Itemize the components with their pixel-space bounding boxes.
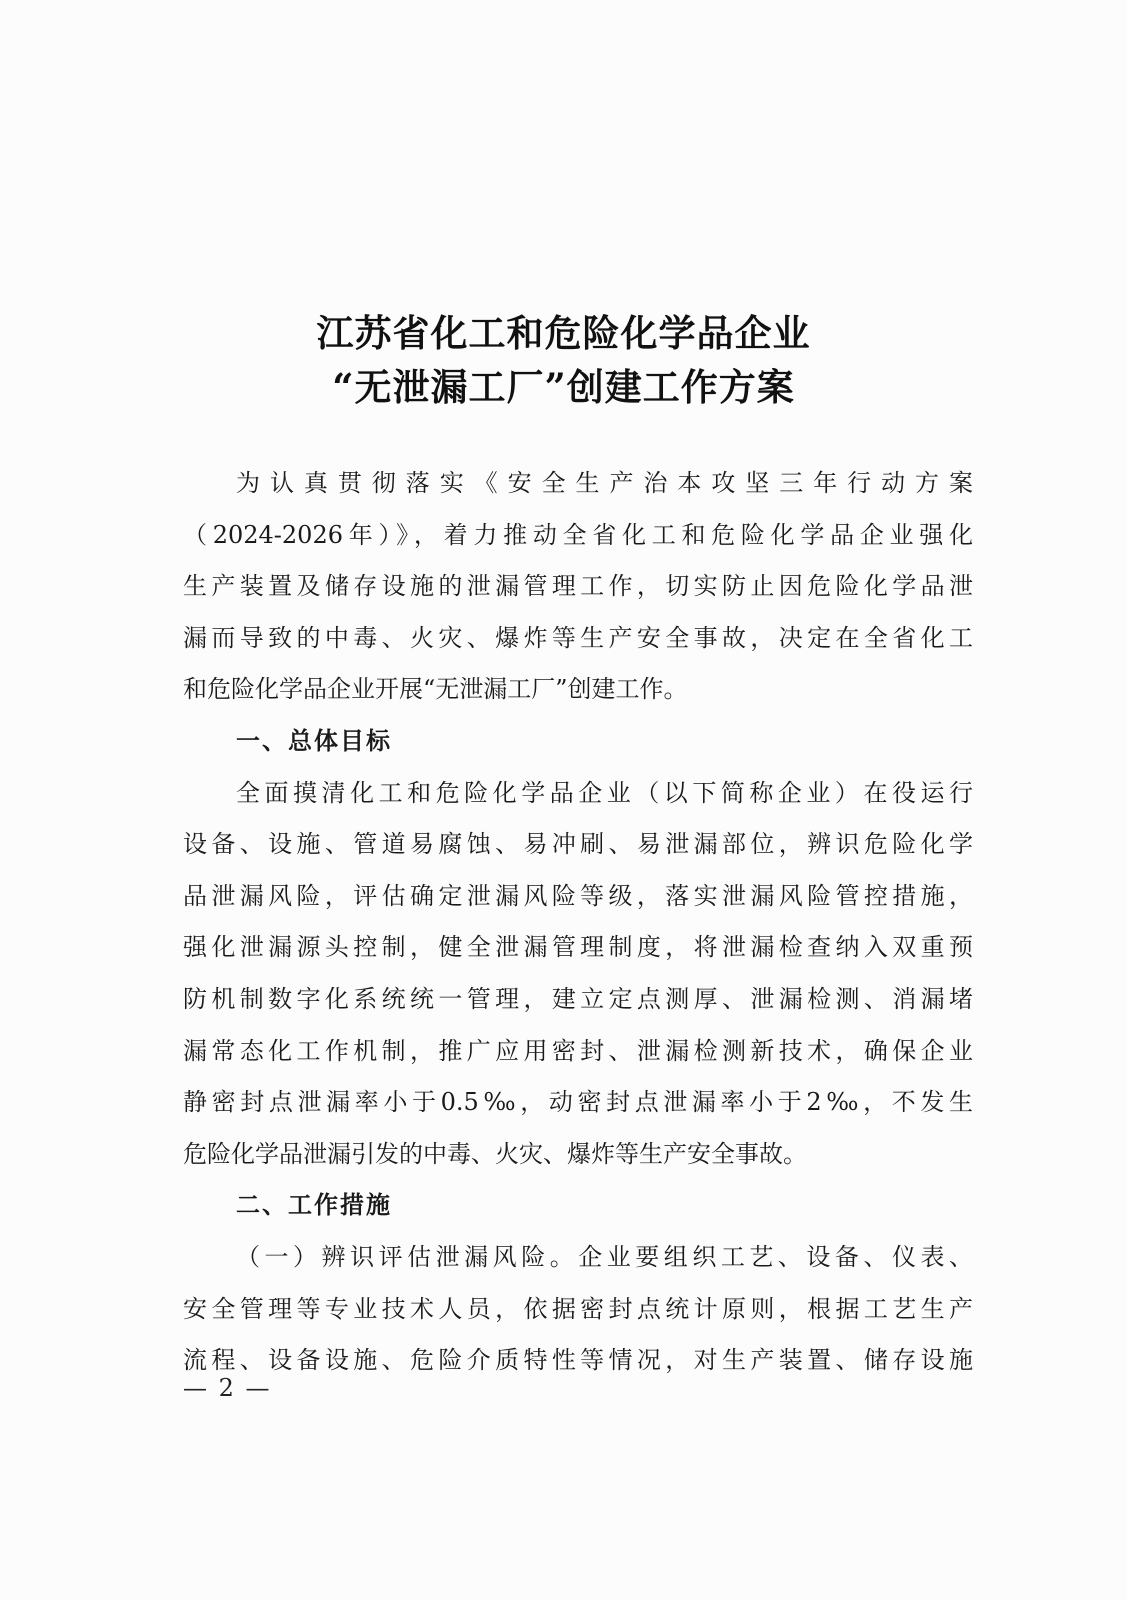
section-1-line: 静密封点泄漏率小于0.5‰，动密封点泄漏率小于2‰，不发生 <box>183 1088 973 1117</box>
section-1-line: 设备、设施、管道易腐蚀、易冲刷、易泄漏部位，辨识危险化学 <box>183 830 973 859</box>
section-1-line: 漏常态化工作机制，推广应用密封、泄漏检测新技术，确保企业 <box>183 1036 973 1065</box>
section-1-heading: 一、总体目标 <box>236 726 392 755</box>
section-1-line: 强化泄漏源头控制，健全泄漏管理制度，将泄漏检查纳入双重预 <box>183 933 973 962</box>
section-1-line: 品泄漏风险，评估确定泄漏风险等级，落实泄漏风险管控措施， <box>183 881 973 910</box>
section-2-line: 流程、设备设施、危险介质特性等情况，对生产装置、储存设施 <box>183 1346 973 1375</box>
intro-line: 漏而导致的中毒、火灾、爆炸等生产安全事故，决定在全省化工 <box>183 623 973 652</box>
intro-line: （2024-2026年）》，着力推动全省化工和危险化学品企业强化 <box>183 520 973 549</box>
document-body <box>183 458 973 1387</box>
page-number: — 2 — <box>183 1374 272 1402</box>
section-1-line: 全面摸清化工和危险化学品企业（以下简称企业）在役运行 <box>236 778 973 807</box>
intro-line: 为认真贯彻落实《安全生产治本攻坚三年行动方案 <box>236 469 973 497</box>
section-2-heading: 二、工作措施 <box>236 1191 392 1220</box>
section-1-line: 防机制数字化系统统一管理，建立定点测厚、泄漏检测、消漏堵 <box>183 984 973 1013</box>
intro-line: 和危险化学品企业开展“无泄漏工厂”创建工作。 <box>183 675 688 704</box>
section-2-line: 安全管理等专业技术人员，依据密封点统计原则，根据工艺生产 <box>183 1294 973 1323</box>
document-title-line-1: 江苏省化工和危险化学品企业 <box>316 311 811 355</box>
section-1-line: 危险化学品泄漏引发的中毒、火灾、爆炸等生产安全事故。 <box>183 1139 807 1168</box>
section-2-line: （一）辨识评估泄漏风险。企业要组织工艺、设备、仪表、 <box>236 1242 973 1271</box>
intro-line: 生产装置及储存设施的泄漏管理工作，切实防止因危险化学品泄 <box>183 572 973 601</box>
document-title-line-2: “无泄漏工厂”创建工作方案 <box>332 365 795 409</box>
